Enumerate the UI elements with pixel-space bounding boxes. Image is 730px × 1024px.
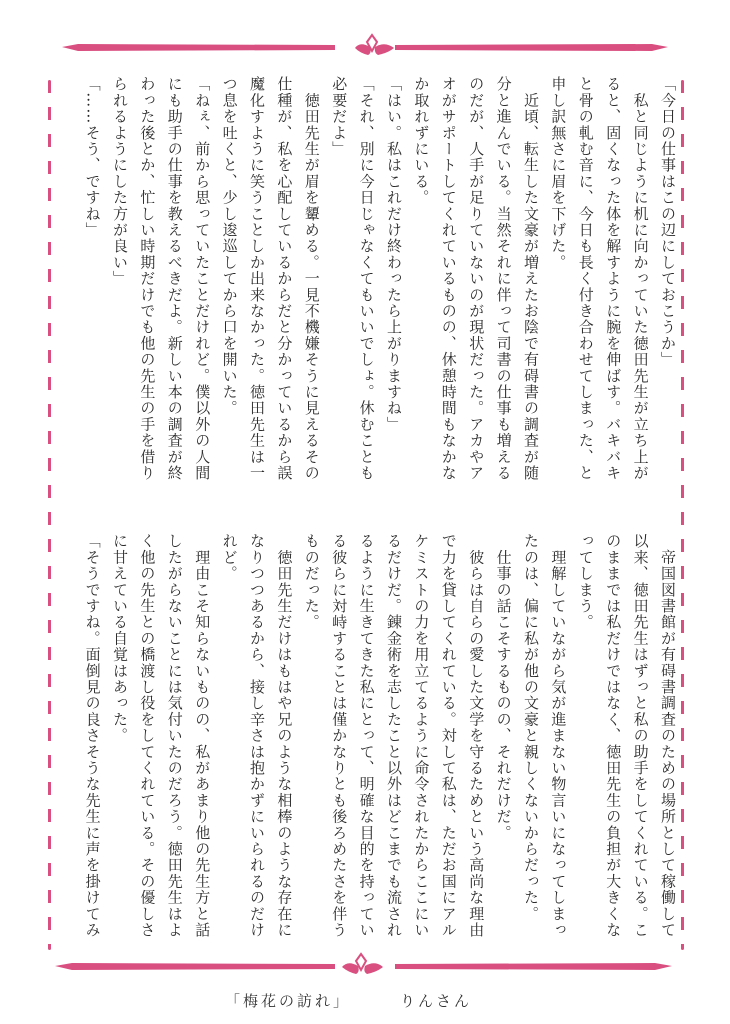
- text-column: られるようにした方が良い」: [111, 76, 129, 287]
- petal-right-icon: [364, 963, 383, 974]
- top-ornament: [0, 33, 730, 63]
- text-column: つ息を吐くと、少し逡巡してから口を開いた。: [220, 76, 239, 417]
- text-column: オがサポートしてくれているものの、休憩時間もなかな: [439, 76, 458, 481]
- text-column: 徳田先生だけはもはや兄のような相棒のような存在に: [275, 533, 294, 938]
- text-column: 帝国図書館が有碍書調査のための場所として稼働して: [659, 533, 677, 938]
- author-name: りんさん: [400, 992, 473, 1010]
- text-column: わった後とか、忙しい時期だけでも他の先生の手を借り: [138, 76, 157, 481]
- text-column: のままでは私だけではなく、徳田先生の負担が大きくな: [604, 533, 623, 938]
- text-column: 以来、徳田先生はずっと私の助手をしてくれている。こ: [631, 533, 650, 938]
- text-column: なりつつあるから、接し辛さは抱かずにいられるのだけ: [248, 533, 266, 938]
- text-column: る彼らに対峙することは僅かなりとも後ろめたさを伴う: [330, 533, 349, 938]
- text-column: く他の先生との橋渡し役をしてくれている。その優しさ: [138, 533, 157, 938]
- text-column: 徳田先生が眉を顰める。一見不機嫌そうに見えるその: [302, 76, 321, 481]
- text-column: ケミストの力を用立てるように命令されたからここにい: [412, 533, 431, 938]
- text-column: 「ねぇ、前から思っていたことだけれど。僕以外の人間: [193, 76, 212, 481]
- text-column: 仕種が、私を心配しているからだと分かっているから誤: [275, 76, 294, 481]
- text-column: したがらないことには気付いたのだろう。徳田先生はよ: [165, 533, 184, 938]
- text-column: 「今日の仕事はこの辺にしておこうか」: [659, 76, 677, 368]
- text-column: のだが、人手が足りていないのが現状だった。アカやア: [467, 76, 486, 481]
- right-dashed-border: [681, 80, 684, 950]
- text-column: 必要だよ」: [330, 76, 349, 157]
- petal-left-icon: [342, 963, 359, 974]
- text-column: 分と進んでいる。当然それに伴って司書の仕事も増える: [494, 76, 513, 481]
- text-column: と骨の軋む音に、今日も長く付き合わせてしまった、と: [576, 76, 595, 481]
- text-column: 魔化すように笑うことしか出来なかった。徳田先生は一: [248, 76, 266, 481]
- petal-right-icon: [375, 44, 394, 55]
- bottom-ornament: [0, 952, 730, 982]
- text-column: 近頃、転生した文豪が増えたお陰で有碍書の調査が随: [522, 76, 540, 481]
- text-column: 「そうですね。面倒見の良さそうな先生に声を掛けてみ: [83, 533, 102, 938]
- text-column: 理解していながら気が進まない物言いになってしまっ: [549, 533, 568, 938]
- text-column: ものだった。: [302, 533, 321, 631]
- text-column: 申し訳無さに眉を下げた。: [549, 76, 568, 271]
- text-column: るように生きてきた私にとって、明確な目的を持ってい: [357, 533, 376, 938]
- text-column: 「それ、別に今日じゃなくてもいいでしょ。休むことも: [357, 76, 376, 481]
- text-column: で力を貸してくれている。対して私は、ただお国にアル: [439, 533, 458, 938]
- text-column: 仕事の話こそするものの、それだけだ。: [494, 533, 513, 841]
- text-column: たのは、偏に私が他の文豪と親しくないからだった。: [522, 533, 540, 922]
- story-title: 「梅花の訪れ」: [225, 992, 352, 1010]
- text-column: ると、固くなった体を解すように腕を伸ばす。バキバキ: [604, 76, 623, 481]
- text-column: にも助手の仕事を教えるべきだよ。新しい本の調査が終: [165, 76, 184, 481]
- text-column: ってしまう。: [576, 533, 595, 631]
- text-column: 「……そう、ですね」: [83, 76, 102, 238]
- text-column: 彼らは自らの愛した文学を守るためという高尚な理由: [467, 533, 486, 938]
- text-column: に甘えている自覚はあった。: [111, 533, 129, 744]
- text-column: 「はい。私はこれだけ終わったら上がりますね」: [385, 76, 403, 433]
- text-column: 私と同じように机に向かっていた徳田先生が立ち上が: [631, 76, 650, 481]
- text-column: 理由こそ知らないものの、私があまり他の先生方と話: [193, 533, 212, 938]
- text-column: か取れずにいる。: [412, 76, 431, 206]
- left-dashed-border: [48, 80, 51, 950]
- text-column: るだけだ。錬金術を志したこと以外はどこまでも流され: [385, 533, 403, 938]
- text-column: れど。: [220, 533, 239, 582]
